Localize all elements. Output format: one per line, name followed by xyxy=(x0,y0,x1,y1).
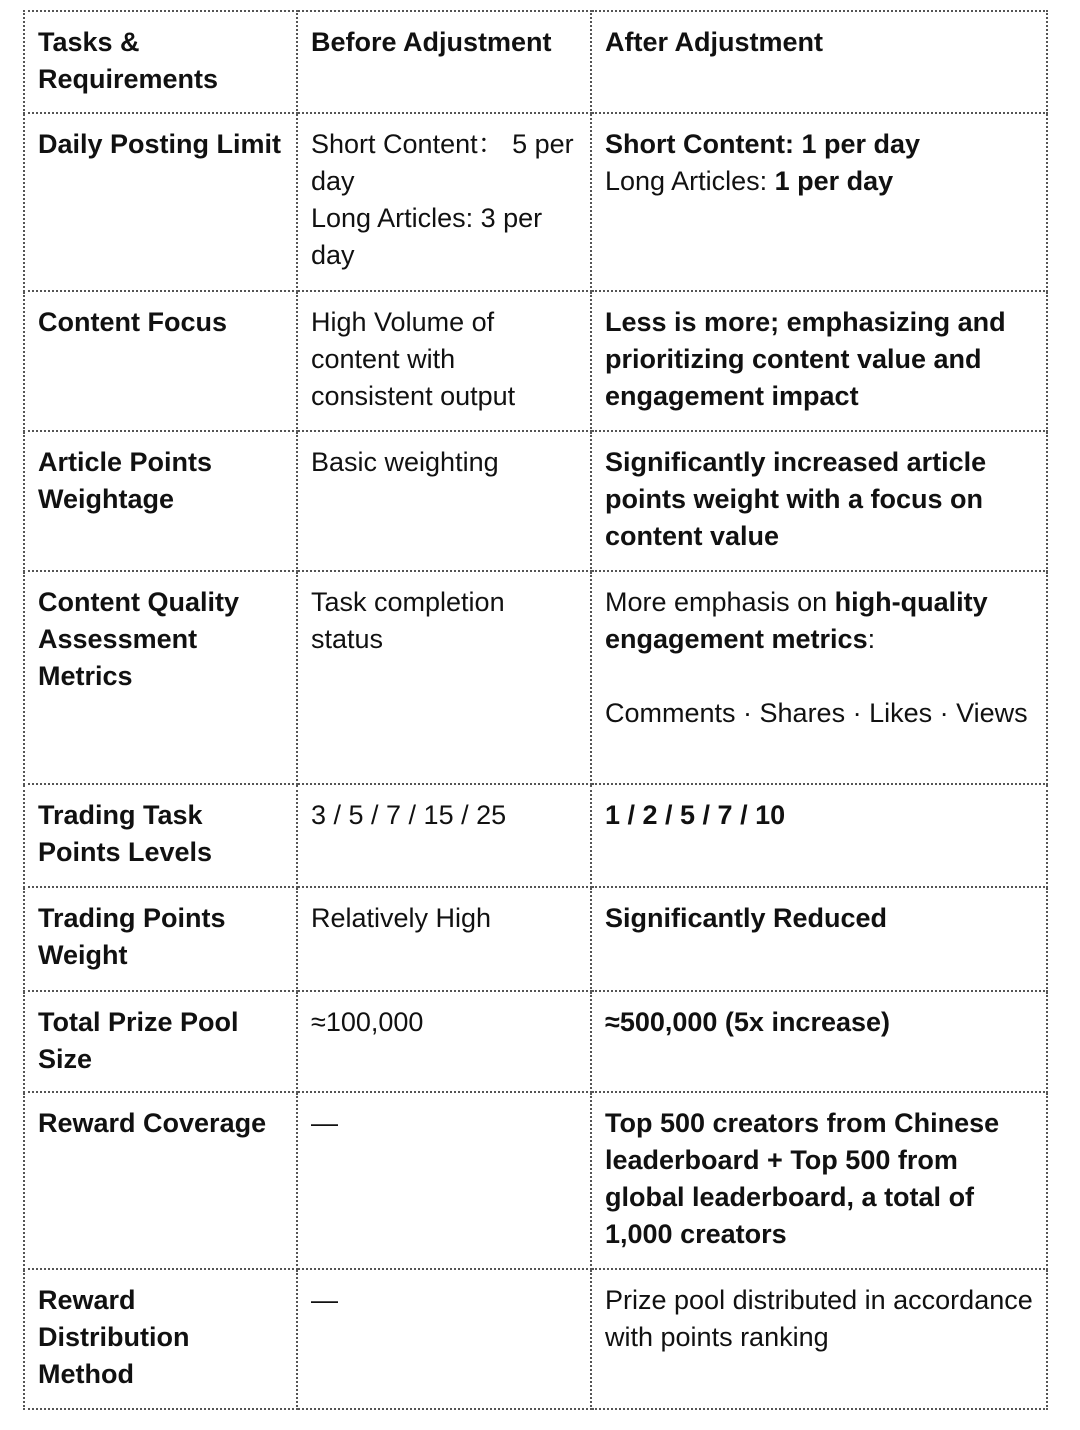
row-label: Content Quality Assessment Metrics xyxy=(24,571,297,784)
header-before: Before Adjustment xyxy=(297,11,591,113)
before-cell: Relatively High xyxy=(297,887,591,991)
after-text: Long Articles: xyxy=(605,166,775,196)
after-cell: Significantly increased article points weight with a focus on content value xyxy=(591,431,1047,571)
after-cell: ≈500,000 (5x increase) xyxy=(591,991,1047,1092)
row-label: Article Points Weightage xyxy=(24,431,297,571)
after-line xyxy=(605,163,1034,200)
after-cell xyxy=(591,113,1047,291)
after-line: Short Content: 1 per day xyxy=(605,129,921,159)
row-label: Content Focus xyxy=(24,291,297,431)
before-cell xyxy=(297,113,591,291)
header-after: After Adjustment xyxy=(591,11,1047,113)
table-row xyxy=(24,1269,1047,1409)
table-row xyxy=(24,571,1047,784)
after-cell: Top 500 creators from Chinese leaderboard + Top 500 from global leaderboard, a total of 1,000 creators xyxy=(591,1092,1047,1269)
table-row xyxy=(24,431,1047,571)
table-row xyxy=(24,991,1047,1092)
after-cell: Prize pool distributed in accordance with points ranking xyxy=(591,1269,1047,1409)
before-cell: 3 / 5 / 7 / 15 / 25 xyxy=(297,784,591,887)
header-row xyxy=(24,11,1047,113)
row-label: Reward Coverage xyxy=(24,1092,297,1269)
metrics-list: Comments · Shares · Likes · Views xyxy=(605,698,1028,728)
after-cell xyxy=(591,571,1047,784)
after-bold-text: high-quality engagement metrics xyxy=(605,587,988,654)
before-cell: — xyxy=(297,1269,591,1409)
row-label: Total Prize Pool Size xyxy=(24,991,297,1092)
after-cell: Less is more; emphasizing and prioritizing content value and engagement impact xyxy=(591,291,1047,431)
after-line xyxy=(605,584,1034,658)
row-label: Trading Points Weight xyxy=(24,887,297,991)
row-label: Daily Posting Limit xyxy=(24,113,297,291)
after-cell: Significantly Reduced xyxy=(591,887,1047,991)
row-label: Trading Task Points Levels xyxy=(24,784,297,887)
after-bold-text: 1 per day xyxy=(774,166,894,196)
header-tasks: Tasks & Requirements xyxy=(24,11,297,113)
table-row xyxy=(24,291,1047,431)
table-row xyxy=(24,887,1047,991)
after-cell: 1 / 2 / 5 / 7 / 10 xyxy=(591,784,1047,887)
comparison-table xyxy=(23,10,1048,1410)
before-line: Short Content： 5 per day xyxy=(311,129,574,196)
row-label: Reward Distribution Method xyxy=(24,1269,297,1409)
before-cell: Basic weighting xyxy=(297,431,591,571)
table-row xyxy=(24,1092,1047,1269)
after-text: : xyxy=(867,624,876,654)
before-cell: High Volume of content with consistent output xyxy=(297,291,591,431)
before-cell: — xyxy=(297,1092,591,1269)
before-line: Long Articles: 3 per day xyxy=(311,203,543,270)
after-text: More emphasis on xyxy=(605,587,835,617)
before-cell: ≈100,000 xyxy=(297,991,591,1092)
table-row xyxy=(24,113,1047,291)
before-cell: Task completion status xyxy=(297,571,591,784)
table-row xyxy=(24,784,1047,887)
